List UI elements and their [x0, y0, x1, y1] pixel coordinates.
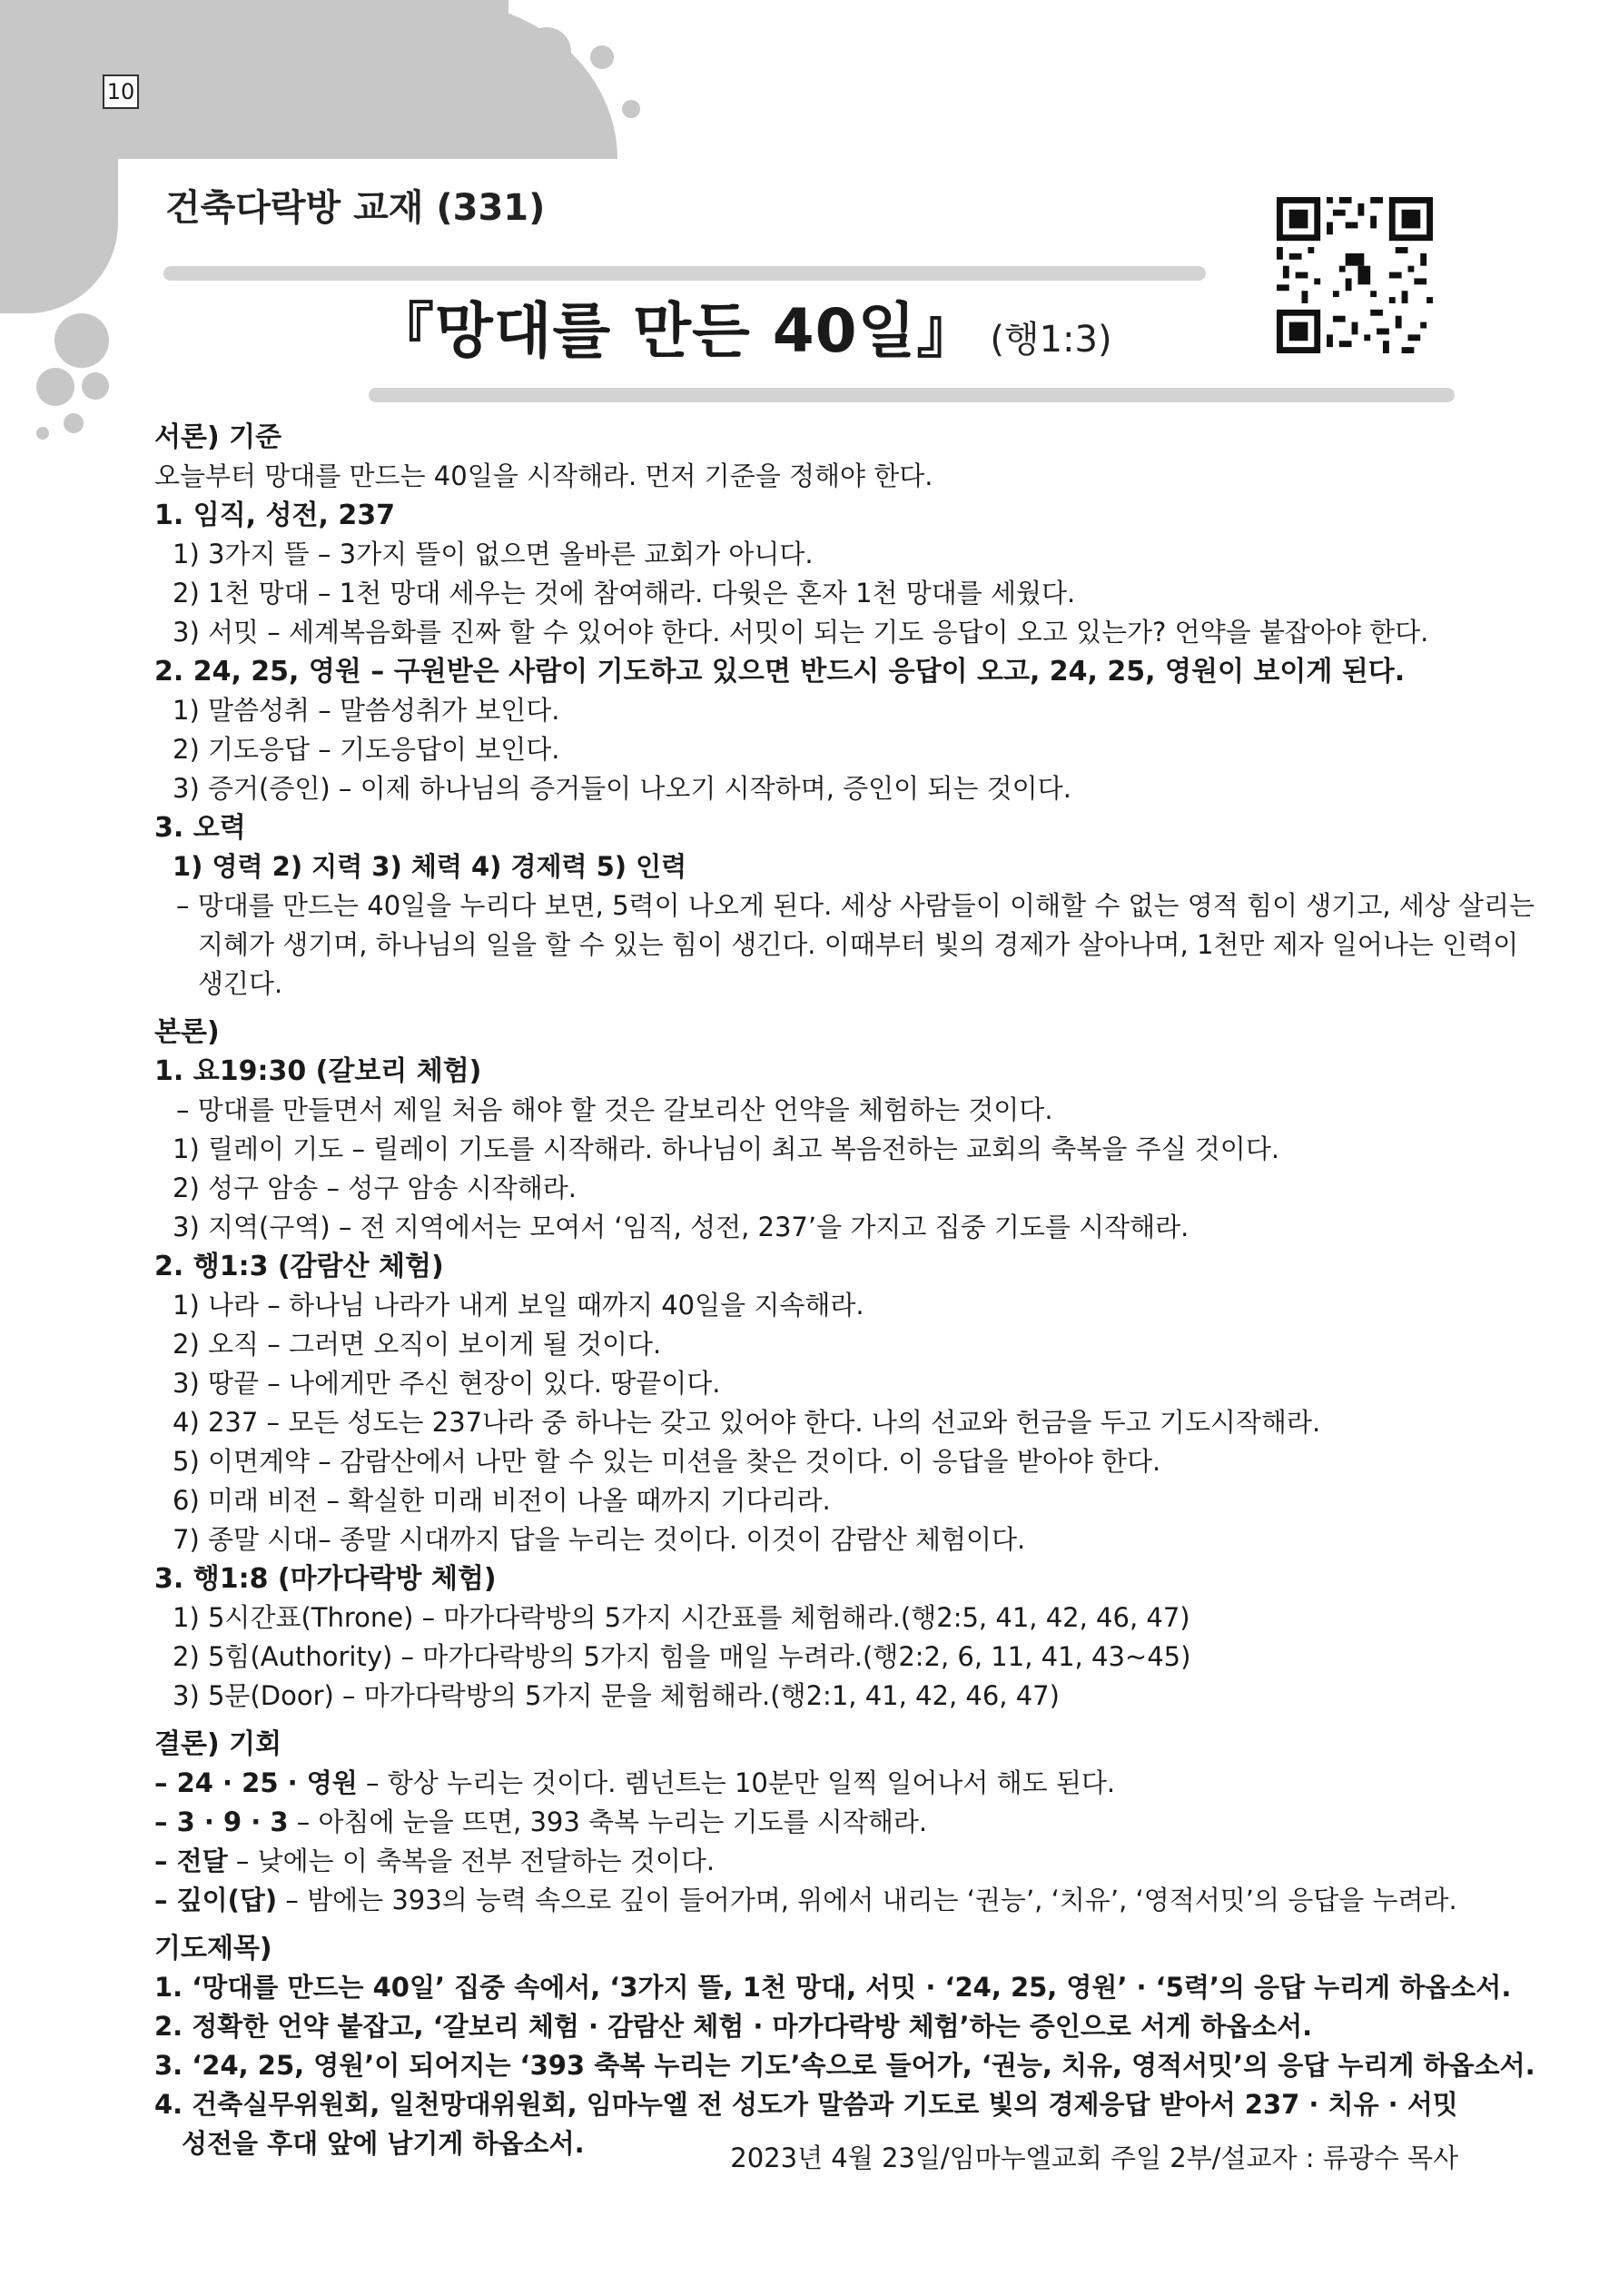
subsection-heading: 2. 행1:3 (감람산 체험)	[154, 1251, 444, 1282]
conclusion-text: – 항상 누리는 것이다. 렘넌트는 10분만 일찍 일어나서 해도 된다.	[357, 1767, 1116, 1798]
subsection-heading: 3. 행1:8 (마가다락방 체험)	[154, 1563, 497, 1595]
conclusion-text: – 밤에는 393의 능력 속으로 깊이 들어가며, 위에서 내리는 ‘권능’, ‘치유’, ‘영적서밋’의 응답을 누려라.	[277, 1885, 1457, 1915]
corner-shape-left	[0, 159, 118, 313]
deco-dot	[64, 413, 84, 433]
list-item: 1) 5시간표(Throne) – 마가다락방의 5가지 시간표를 체험해라.(행2:5, 41, 42, 46, 47)	[173, 1602, 1190, 1633]
deco-dot	[36, 427, 49, 440]
sermon-body	[154, 418, 1535, 2163]
deco-dot	[54, 313, 109, 368]
list-item: 3) 땅끝 – 나에게만 주신 현장이 있다. 땅끝이다.	[173, 1368, 721, 1399]
list-item: 6) 미래 비전 – 확실한 미래 비전이 나올 때까지 기다리라.	[173, 1485, 831, 1516]
list-item: 7) 종말 시대– 종말 시대까지 답을 누리는 것이다. 이것이 감람산 체험이다.	[173, 1524, 1026, 1555]
list-item: 2) 1천 망대 – 1천 망대 세우는 것에 참여해라. 다윗은 혼자 1천 망대를 세웠다.	[173, 578, 1076, 609]
conclusion-key: – 깊이(답)	[154, 1885, 278, 1915]
list-item: 3) 증거(증인) – 이제 하나님의 증거들이 나오기 시작하며, 증인이 되는 것이다.	[173, 773, 1071, 804]
deco-dot	[581, 123, 608, 150]
subsection-heading: 1. 임직, 성전, 237	[154, 500, 395, 531]
section-heading-intro: 서론) 기준	[154, 421, 282, 453]
subsection-heading: 1. 요19:30 (갈보리 체험)	[154, 1055, 482, 1087]
paragraph-line: 생긴다.	[198, 968, 283, 999]
prayer-item: 2. 정확한 언약 붙잡고, ‘갈보리 체험 · 감람산 체험 · 마가다락방 체험’하는 증인으로 서게 하옵소서.	[154, 2011, 1313, 2042]
divider-bar-top	[163, 266, 1206, 281]
prayer-item: 4. 건축실무위원회, 일천망대위원회, 임마누엘 전 성도가 말씀과 기도로 빛의 경제응답 받아서 237 · 치유 · 서밋 성전을 후대 앞에 남기게 하옵소서.	[154, 2089, 1458, 2159]
qr-code	[1277, 197, 1433, 353]
content-paper	[118, 159, 1535, 2193]
prayer-item: 3. ‘24, 25, 영원’이 되어지는 ‘393 축복 누리는 기도’속으로 들어가, ‘권능, 치유, 영적서밋’의 응답 누리게 하옵소서.	[154, 2050, 1535, 2081]
conclusion-text: – 아침에 눈을 뜨면, 393 축복 누리는 기도를 시작해라.	[288, 1806, 928, 1837]
list-item: 1) 말씀성취 – 말씀성취가 보인다.	[173, 695, 560, 726]
conclusion-item	[154, 1803, 1480, 1842]
list-item: 1) 3가지 뜰 – 3가지 뜰이 없으면 올바른 교회가 아니다.	[173, 539, 814, 569]
list-item: 3) 5문(Door) – 마가다락방의 5가지 문을 체험해라.(행2:1, 41, 42, 46, 47)	[173, 1680, 1060, 1711]
intro-lead: 오늘부터 망대를 만드는 40일을 시작해라. 먼저 기준을 정해야 한다.	[154, 460, 933, 491]
deco-dot	[554, 77, 590, 114]
paragraph-line: 지혜가 생기며, 하나님의 일을 할 수 있는 힘이 생긴다. 이때부터 빛의 경제가 살아나며, 1천만 제자 일어나는 인력이	[198, 929, 1519, 960]
conclusion-item	[154, 1764, 1480, 1803]
subsection-heading: 2. 24, 25, 영원 – 구원받은 사람이 기도하고 있으면 반드시 응답이 오고, 24, 25, 영원이 보이게 된다.	[154, 656, 1406, 688]
title-reference: (행1:3)	[990, 319, 1112, 361]
list-item: 2) 오직 – 그러면 오직이 보이게 될 것이다.	[173, 1329, 662, 1360]
conclusion-key: – 전달	[154, 1846, 228, 1876]
list-item: 1) 나라 – 하나님 나라가 내게 보일 때까지 40일을 지속해라.	[173, 1290, 864, 1321]
list-item: 3) 서밋 – 세계복음화를 진짜 할 수 있어야 한다. 서밋이 되는 기도 응답이 오고 있는가? 언약을 붙잡아야 한다.	[173, 617, 1429, 648]
deco-dot	[590, 45, 614, 69]
list-item: 5) 이면계약 – 감람산에서 나만 할 수 있는 미션을 찾은 것이다. 이 응답을 받아야 한다.	[173, 1446, 1161, 1477]
subsection-heading: 3. 오력	[154, 812, 246, 844]
list-item: 2) 5힘(Authority) – 마가다락방의 5가지 힘을 매일 누려라.(행2:2, 6, 11, 41, 43~45)	[173, 1641, 1191, 1672]
sermon-footer: 2023년 4월 23일/임마누엘교회 주일 2부/설교자 : 류광수 목사	[730, 2143, 1458, 2173]
deco-dot	[82, 372, 109, 400]
section-heading-main: 본론)	[154, 1016, 220, 1048]
section-heading-prayer: 기도제목)	[154, 1933, 272, 1964]
section-heading-conclusion: 결론) 기회	[154, 1728, 282, 1760]
list-item: – 망대를 만들면서 제일 처음 해야 할 것은 갈보리산 언약을 체험하는 것이다.	[176, 1094, 1053, 1125]
divider-bar-bottom	[369, 388, 1455, 402]
page-title: 『망대를 만든 40일』	[374, 296, 978, 366]
paragraph-line: – 망대를 만드는 40일을 누리다 보면, 5력이 나오게 된다. 세상 사람들이 이해할 수 없는 영적 힘이 생기고, 세상 살리는	[176, 890, 1535, 921]
conclusion-text: – 낮에는 이 축복을 전부 전달하는 것이다.	[227, 1846, 716, 1876]
deco-dot	[622, 100, 640, 118]
list-item: 4) 237 – 모든 성도는 237나라 중 하나는 갖고 있어야 한다. 나의 선교와 헌금을 두고 기도시작해라.	[173, 1407, 1321, 1438]
conclusion-key: – 24 · 25 · 영원	[154, 1767, 358, 1798]
page-number: 10	[103, 74, 139, 109]
series-title: 건축다락방 교재 (331)	[165, 187, 546, 229]
prayer-item: 1. ‘망대를 만드는 40일’ 집중 속에서, ‘3가지 뜰, 1천 망대, 서밋 · ‘24, 25, 영원’ · ‘5력’의 응답 누리게 하옵소서.	[154, 1972, 1512, 2003]
conclusion-key: – 3 · 9 · 3	[154, 1806, 289, 1837]
title-block	[374, 282, 1112, 369]
list-item: 2) 성구 암송 – 성구 암송 시작해라.	[173, 1173, 577, 1203]
five-powers-list: 1) 영력 2) 지력 3) 체력 4) 경제력 5) 인력	[173, 851, 687, 882]
list-item: 2) 기도응답 – 기도응답이 보인다.	[173, 734, 560, 765]
deco-dot	[36, 368, 74, 406]
deco-dot	[522, 27, 571, 76]
list-item: 1) 릴레이 기도 – 릴레이 기도를 시작해라. 하나님이 최고 복음전하는 교회의 축복을 주실 것이다.	[173, 1133, 1280, 1164]
conclusion-item	[154, 1881, 1480, 1920]
conclusion-item	[154, 1842, 1480, 1881]
list-item: 3) 지역(구역) – 전 지역에서는 모여서 ‘임직, 성전, 237’을 가지고 집중 기도를 시작해라.	[173, 1212, 1189, 1242]
